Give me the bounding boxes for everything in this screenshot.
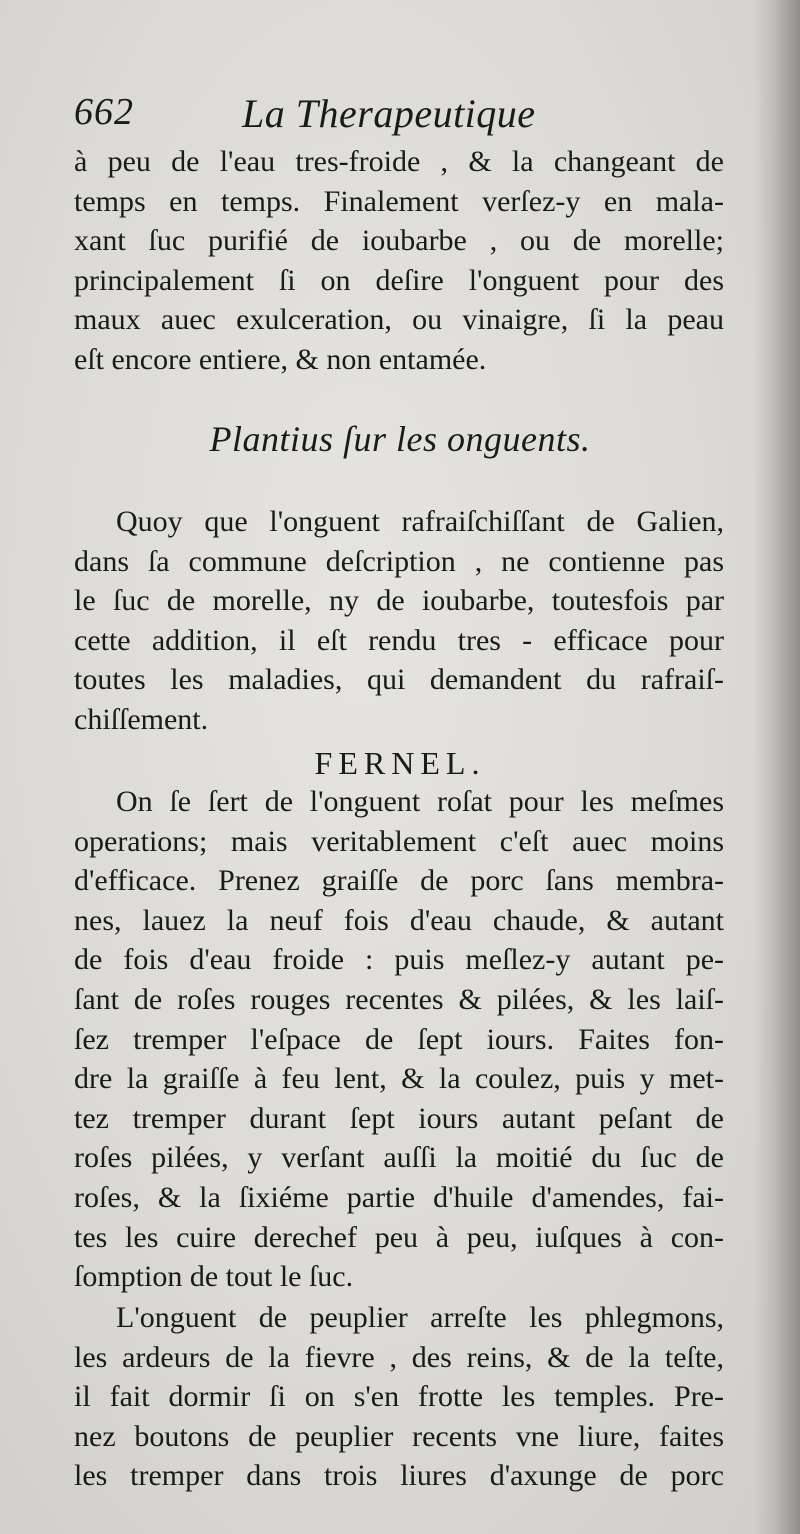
paragraph-2	[74, 502, 724, 740]
page-header	[74, 90, 734, 140]
text-line: roſes, & la ſixiéme partie d'huile d'amendes, fai-	[74, 1180, 724, 1214]
paragraph-4	[74, 1298, 724, 1496]
text-line: toutes les maladies, qui demandent du rafraiſ-	[74, 663, 724, 697]
text-line: L'onguent de peuplier arreſte les phlegmons,	[116, 1301, 724, 1334]
text-line: de fois d'eau froide : puis meſlez-y autant pe-	[74, 943, 724, 977]
text-line: tez tremper durant ſept iours autant peſant de	[74, 1101, 724, 1135]
text-line: le ſuc de morelle, ny de ioubarbe, toutesfois par	[74, 584, 724, 618]
text-line: les tremper dans trois liures d'axunge de porc	[74, 1459, 724, 1493]
text-line: dans ſa commune deſcription , ne contienne pas	[74, 544, 724, 578]
page-number: 662	[74, 91, 134, 133]
text-line: ſez tremper l'eſpace de ſept iours. Faites fon-	[74, 1022, 724, 1056]
text-line: temps en temps. Finalement verſez-y en mala-	[74, 184, 724, 218]
paragraph-3	[74, 782, 724, 1297]
text-line: cette addition, il eſt rendu tres - efficace pour	[74, 623, 724, 657]
paragraph-1	[74, 142, 724, 380]
text-line: On ſe ſert de l'onguent roſat pour les meſmes	[116, 785, 724, 818]
text-line: d'efficace. Prenez graiſſe de porc ſans membra-	[74, 864, 724, 898]
text-line: maux auec exulceration, ou vinaigre, ſi la peau	[74, 303, 724, 337]
text-line: operations; mais veritablement c'eſt auec moins	[74, 824, 724, 858]
text-line: à peu de l'eau tres-froide , & la changeant de	[74, 145, 724, 178]
running-title: La Therapeutique	[242, 91, 536, 136]
author-heading: FERNEL.	[314, 745, 486, 781]
text-line: principalement ſi on deſire l'onguent pour des	[74, 263, 724, 297]
text-line: nes, lauez la neuf fois d'eau chaude, & autant	[74, 903, 724, 937]
text-line: ſant de roſes rouges recentes & pilées, & les laiſ-	[74, 982, 724, 1016]
text-line: xant ſuc purifié de ioubarbe , ou de morelle;	[74, 224, 724, 258]
text-line: nez boutons de peuplier recents vne liure, faites	[74, 1419, 724, 1453]
text-line: chiſſement.	[74, 702, 209, 736]
text-line: dre la graiſſe à feu lent, & la coulez, puis y met-	[74, 1062, 724, 1096]
section-title: Plantius ſur les onguents.	[209, 419, 591, 459]
text-line: les ardeurs de la fievre , des reins, & de la teſte,	[74, 1340, 724, 1374]
text-line: Quoy que l'onguent rafraiſchiſſant de Galien,	[116, 505, 724, 538]
text-line: ſomption de tout le ſuc.	[74, 1260, 354, 1294]
text-line: roſes pilées, y verſant auſſi la moitié du ſuc de	[74, 1141, 724, 1175]
text-line: il fait dormir ſi on s'en frotte les temples. Pre-	[74, 1380, 724, 1414]
text-line: tes les cuire derechef peu à peu, iuſques à con-	[74, 1220, 724, 1254]
text-line: eſt encore entiere, & non entamée.	[74, 342, 487, 376]
